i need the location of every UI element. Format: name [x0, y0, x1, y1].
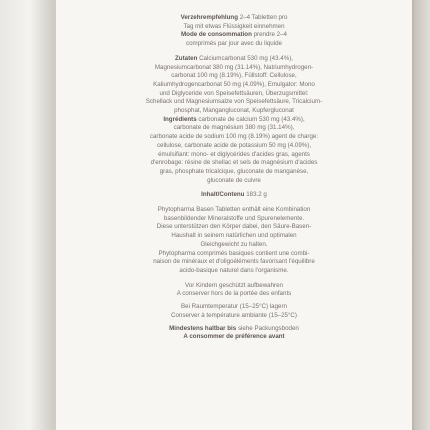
net-content [74, 191, 394, 200]
ingredients-fr-line-3: émulsifiant: mono- et diglycérides d'acides gras, agents [158, 150, 310, 158]
temperature-fr: Conserver à température ambiante (15–25°C) [171, 311, 297, 319]
temperature-de: Bei Raumtemperatur (15–25°C) lagern [181, 303, 287, 311]
ingredients-de-line-5: Schellack und Magnesiumsalze von Speisefettsäure, Tricalcium- [145, 98, 323, 106]
description-de-line-4: Gleichgewicht zu halten. [200, 240, 268, 248]
storage-de: Vor Kindern geschützt aufbewahren [184, 281, 284, 289]
dosage-de-text: 2–4 Tabletten pro [239, 14, 288, 21]
description-de-line-2: Diese unterstützen den Körper dabei, den Säure-Basen- [156, 223, 312, 231]
ingredients-fr-first-line: carbonate de calcium 530 mg (43.4%), [198, 115, 305, 123]
description-fr-line-0: Phytopharma comprimés basiques contient une combi- [158, 249, 310, 257]
dosage-fr-label: Mode de consommation [181, 31, 252, 39]
dosage-de-line2: Tag mit etwas Flüssigkeit einnehmen [183, 22, 285, 30]
ingredients-de-label: Zutaten [175, 54, 198, 62]
dosage-fr-text: prendre 2–4 [253, 31, 287, 39]
storage-fr: A conserver hors de la portée des enfants [176, 290, 292, 298]
description-de-line-1: basenbildender Mineralstoffe und Spurenelemente. [163, 214, 305, 222]
background-right [414, 0, 430, 430]
package-label-panel [56, 0, 412, 430]
ingredients-de-line-2: carbonat 100 mg (8.19%), Füllstoff: Cellulose, [171, 72, 297, 80]
description-fr-line-1: naison de minéraux et d'oligoéléments favorisant l'équilibre [153, 258, 315, 266]
ingredients-fr-line-1: carbonate acide de sodium 100 mg (8.19%) agent de charge: [149, 133, 319, 141]
description-fr-line-2: acido-basique naturel dans l'organisme. [179, 266, 289, 274]
best-before-de-text: siehe Packungsboden [237, 324, 299, 332]
ingredients-fr-line-5: gras, phosphate tricalcique, gluconate de manganèse, [159, 167, 309, 175]
label-text-block [74, 14, 394, 342]
best-before-fr-label: A consommer de préférence avant [183, 333, 285, 341]
net-content-value: 183.2 g [246, 191, 267, 199]
best-before-de [74, 325, 394, 334]
net-content-label: Inhalt/Contenu [201, 191, 245, 199]
dosage-fr [74, 31, 394, 40]
ingredients-fr-line-2: cellulose, carbonate acide de potassium 50 mg (4.09%), [156, 141, 312, 149]
background-left [0, 0, 54, 430]
ingredients-fr-label: Ingrédients [163, 115, 197, 123]
ingredients-fr-line-6: gluconate de cuivre [207, 176, 261, 184]
dosage-fr-line2: comprimés par jour avec du liquide [186, 40, 282, 48]
description-de-line-3: Haushalt in seinem natürlichen und optimalen [171, 232, 297, 240]
ingredients-de-line-1: Magnesiumcarbonat 380 mg (31.14%), Natriumhydrogen- [154, 63, 314, 71]
ingredients-de-line-0: Calciumcarbonat 530 mg (43.4%), [199, 54, 293, 62]
ingredients-fr-first [74, 116, 394, 125]
ingredients-de-first [74, 55, 394, 64]
dosage-de [74, 14, 394, 23]
best-before-de-label: Mindestens haltbar bis [169, 324, 237, 332]
dosage-de-label: Verzehrempfehlung [180, 14, 238, 21]
ingredients-de-line-3: Kaliumhydrogencarbonat 50 mg (4.09%), Emulgator: Mono [153, 80, 315, 88]
ingredients-de-line-6: phosphat, Mangangluconat, Kupfergluconat [174, 107, 294, 115]
description-de-line-0: Phytopharma Basen Tabletten enthält eine Kombination [157, 206, 311, 214]
ingredients-fr-line-0: carbonate de magnésium 380 mg (31.14%), [173, 124, 295, 132]
ingredients-fr-line-4: d'enrobage: résine de shellac et sels de magnésium d'acides [150, 159, 318, 167]
ingredients-de-line-4: und Diglyceride von Speisefettsäuren, Überzugsmittel: [159, 89, 309, 97]
